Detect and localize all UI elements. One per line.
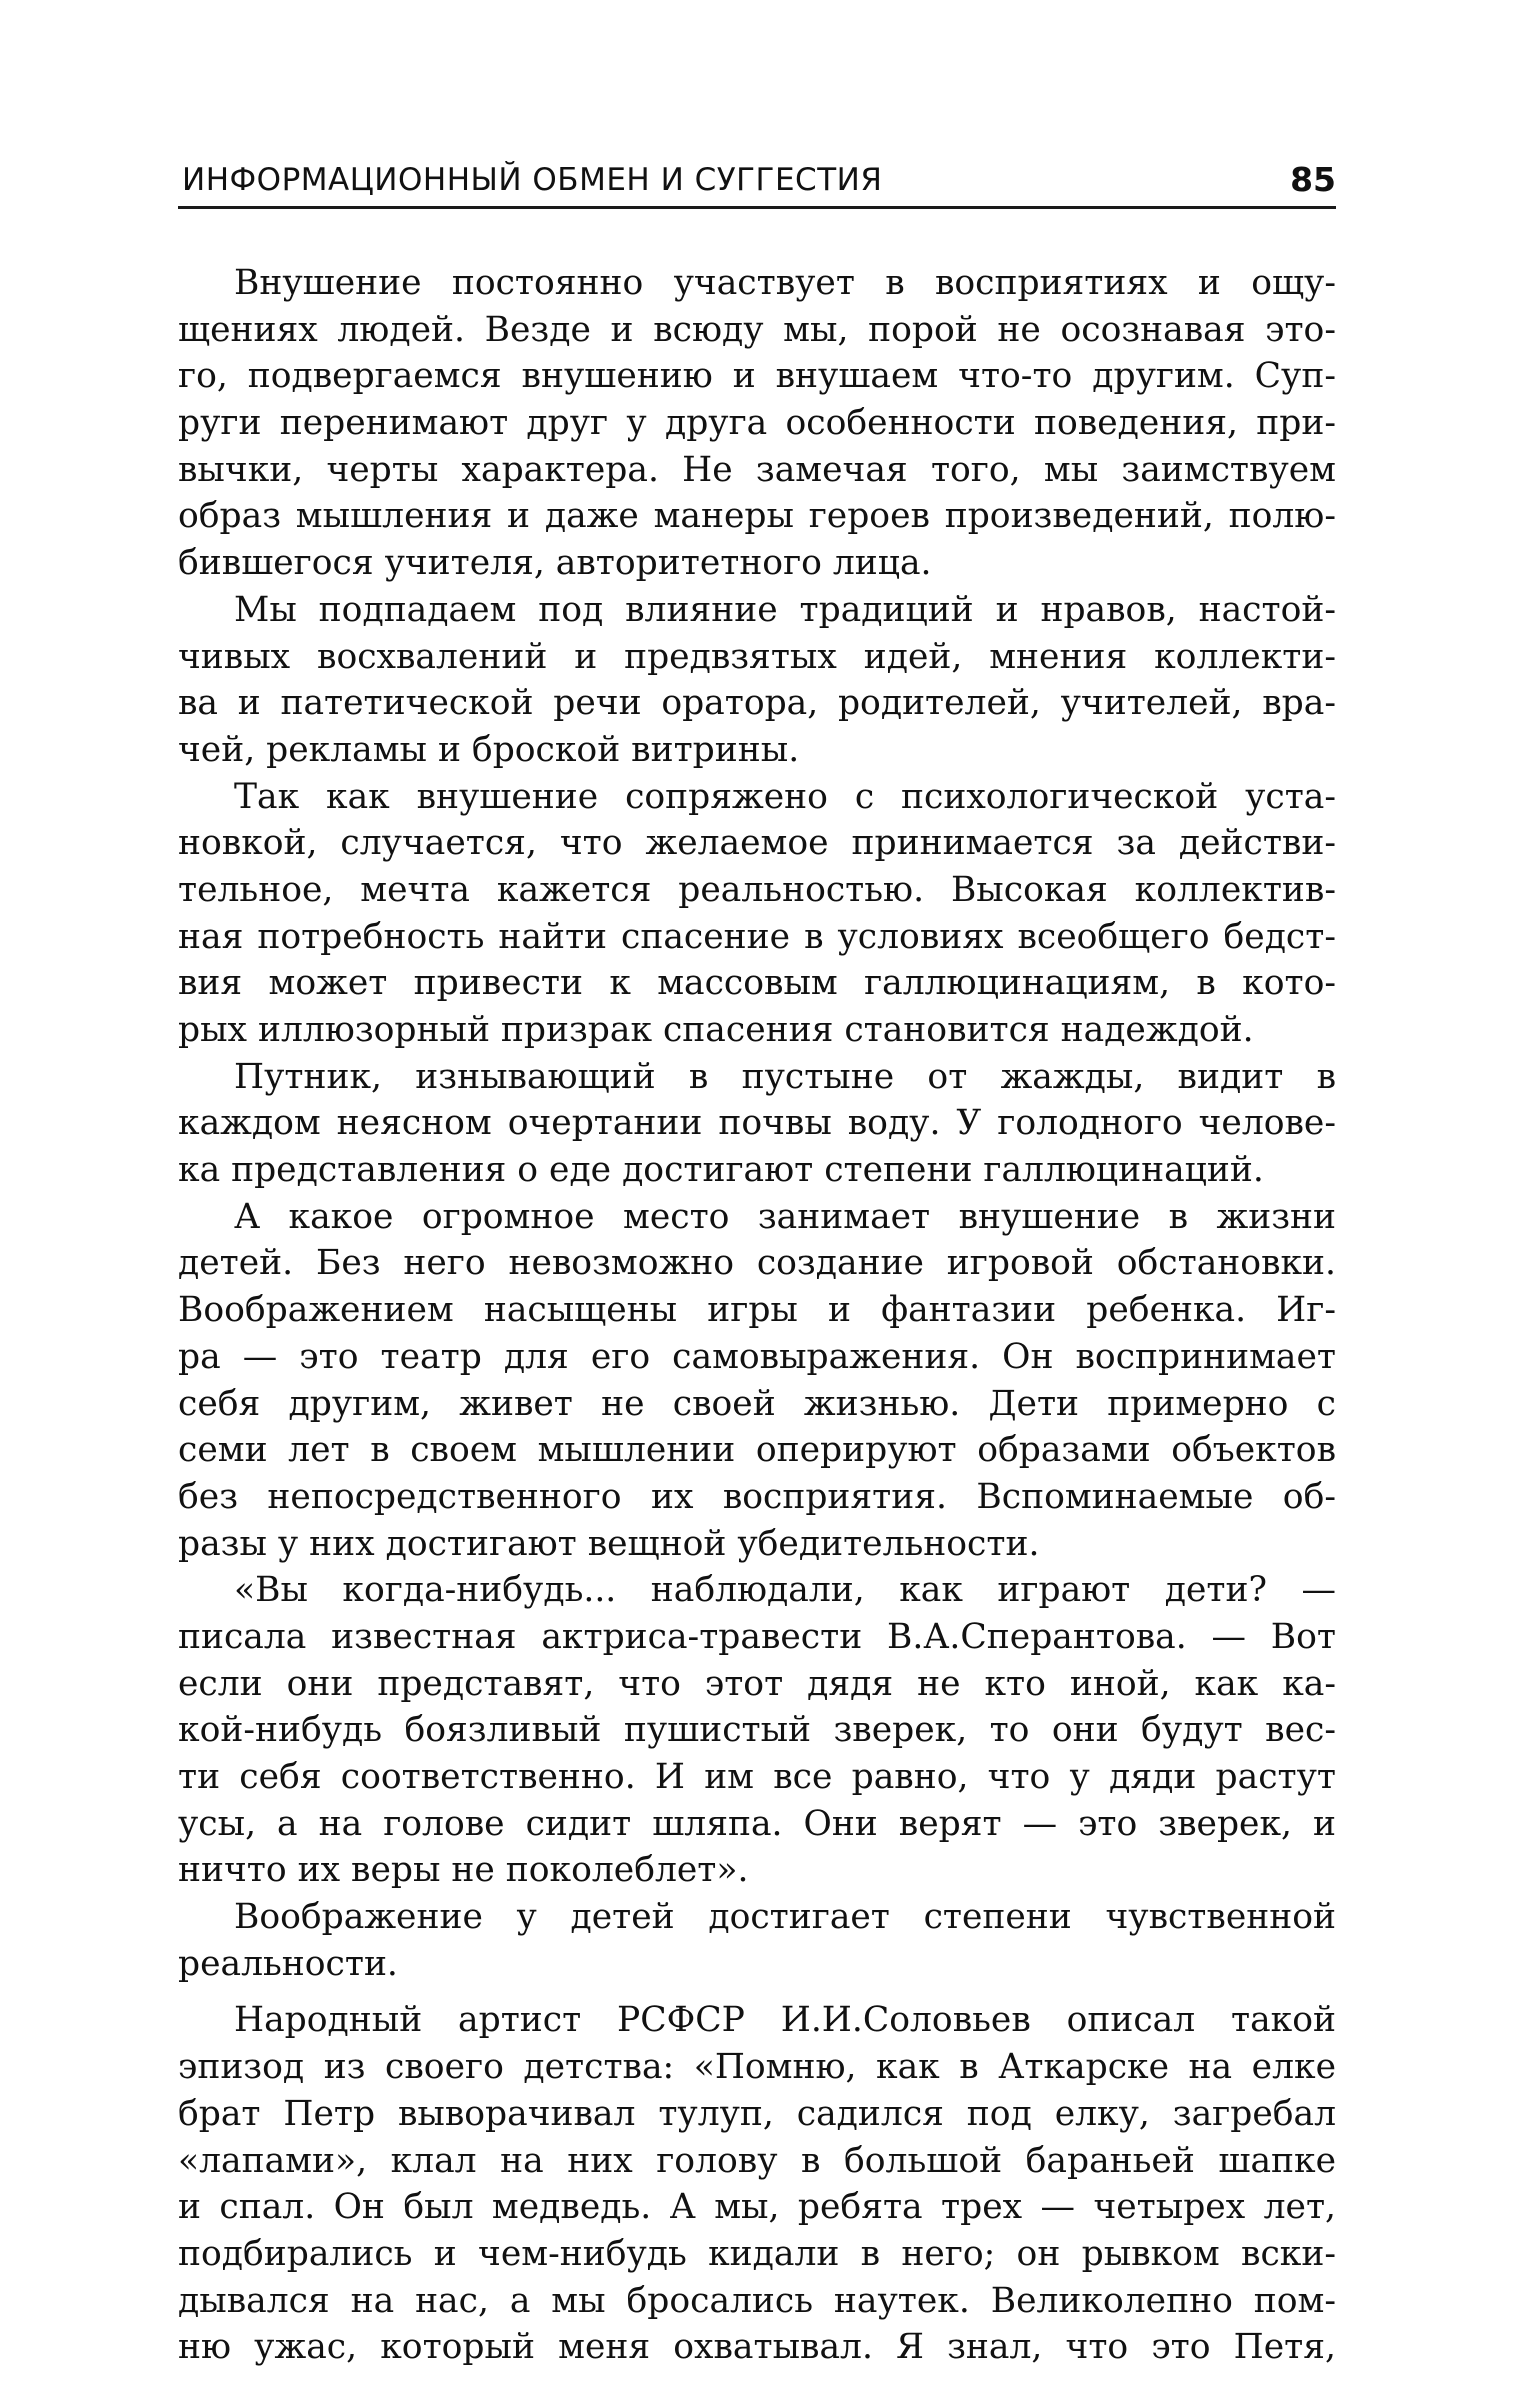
text-line: дывался на нас, а мы бросались наутек. Великолепно пом- xyxy=(178,2280,1336,2321)
text-line: «лапами», клал на них голову в большой бараньей шапке xyxy=(178,2140,1336,2181)
text-line: ничто их веры не поколеблет». xyxy=(178,1850,749,1891)
text-line: если они представят, что этот дядя не кто иной, как ка- xyxy=(178,1663,1336,1704)
text-line: кой-нибудь боязливый пушистый зверек, то они будут вес- xyxy=(178,1710,1336,1751)
text-line: реальности. xyxy=(178,1943,398,1984)
text-line: и спал. Он был медведь. А мы, ребята трех — четырех лет, xyxy=(178,2187,1336,2228)
page-header xyxy=(178,160,1336,209)
text-line: детей. Без него невозможно создание игровой обстановки. xyxy=(178,1243,1336,1284)
text-line: бившегося учителя, авторитетного лица. xyxy=(178,543,932,584)
text-line: руги перенимают друг у друга особенности поведения, при- xyxy=(178,403,1336,444)
text-line: Мы подпадаем под влияние традиций и нравов, настой- xyxy=(234,589,1336,630)
text-line: Внушение постоянно участвует в восприятиях и ощу- xyxy=(234,263,1336,303)
text-line: себя другим, живет не своей жизнью. Дети примерно с xyxy=(178,1383,1336,1424)
text-line: чей, рекламы и броской витрины. xyxy=(178,729,800,770)
text-line: А какое огромное место занимает внушение в жизни xyxy=(234,1196,1336,1237)
running-head: ИНФОРМАЦИОННЫЙ ОБМЕН И СУГГЕСТИЯ xyxy=(182,162,883,198)
text-line: вия может привести к массовым галлюцинациям, в кото- xyxy=(178,963,1336,1004)
page-number: 85 xyxy=(1290,160,1336,199)
text-line: Народный артист РСФСР И.И.Соловьев описал такой xyxy=(234,2000,1336,2041)
text-line: разы у них достигают вещной убедительности. xyxy=(178,1523,1040,1564)
text-line: щениях людей. Везде и всюду мы, порой не осознавая это- xyxy=(178,309,1336,350)
text-line: го, подвергаемся внушению и внушаем что-то другим. Суп- xyxy=(178,356,1336,397)
text-line: образ мышления и даже манеры героев произведений, полю- xyxy=(178,496,1336,537)
text-line: ти себя соответственно. И им все равно, что у дяди растут xyxy=(178,1757,1336,1797)
text-line: ра — это театр для его самовыражения. Он воспринимает xyxy=(178,1336,1336,1377)
text-line: вычки, черты характера. Не замечая того, мы заимствуем xyxy=(178,449,1336,490)
text-line: усы, а на голове сидит шляпа. Они верят — это зверек, и xyxy=(178,1803,1336,1844)
text-line: без непосредственного их восприятия. Вспоминаемые об- xyxy=(178,1476,1336,1517)
text-line: брат Петр выворачивал тулуп, садился под елку, загребал xyxy=(178,2093,1336,2134)
text-line: Воображение у детей достигает степени чувственной xyxy=(234,1897,1336,1938)
text-line: Путник, изнывающий в пустыне от жажды, видит в xyxy=(234,1056,1336,1097)
body-text xyxy=(178,260,1336,2371)
text-line: Воображением насыщены игры и фантазии ребенка. Иг- xyxy=(178,1290,1336,1331)
text-line: семи лет в своем мышлении оперируют образами объектов xyxy=(178,1430,1336,1471)
text-line: «Вы когда-нибудь... наблюдали, как играют дети? — xyxy=(234,1570,1336,1611)
text-line: новкой, случается, что желаемое принимается за действи- xyxy=(178,823,1336,864)
text-line: каждом неясном очертании почвы воду. У голодного челове- xyxy=(178,1103,1336,1144)
text-line: эпизод из своего детства: «Помню, как в Аткарске на елке xyxy=(178,2047,1336,2088)
text-line: ню ужас, который меня охватывал. Я знал, что это Петя, xyxy=(178,2327,1336,2368)
text-line: ва и патетической речи оратора, родителей, учителей, вра- xyxy=(178,683,1336,724)
text-line: рых иллюзорный призрак спасения становится надеждой. xyxy=(178,1010,1254,1050)
text-line: писала известная актриса-травести В.А.Сперантова. — Вот xyxy=(178,1616,1336,1657)
text-line: чивых восхвалений и предвзятых идей, мнения коллекти- xyxy=(178,636,1336,677)
text-line: ная потребность найти спасение в условиях всеобщего бедст- xyxy=(178,916,1336,957)
text-line: подбирались и чем-нибудь кидали в него; он рывком вски- xyxy=(178,2233,1336,2274)
text-line: Так как внушение сопряжено с психологической уста- xyxy=(234,776,1336,817)
text-line: ка представления о еде достигают степени галлюцинаций. xyxy=(178,1150,1264,1191)
text-line: тельное, мечта кажется реальностью. Высокая коллектив- xyxy=(178,869,1336,910)
